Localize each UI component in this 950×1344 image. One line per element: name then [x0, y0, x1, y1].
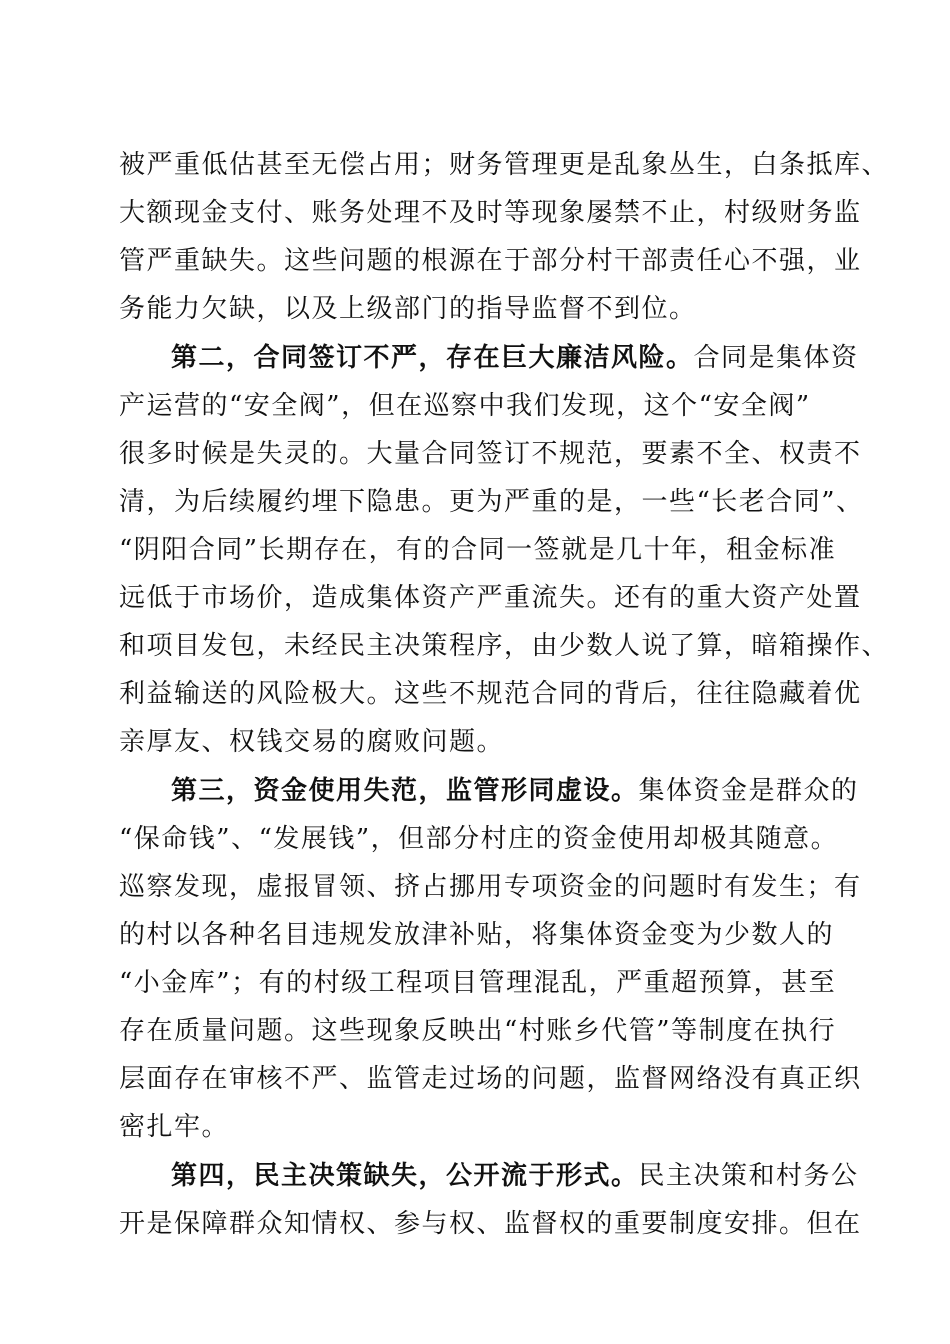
section-heading-4: 第四，民主决策缺失，公开流于形式。	[171, 1161, 639, 1191]
text-line: “阴阳合同”长期存在，有的合同一签就是几十年，租金标准	[119, 535, 837, 565]
text-run: 集体资金是群众的	[638, 776, 859, 806]
text-line: 产运营的“安全阀”，但在巡察中我们发现，这个“安全阀”	[119, 391, 811, 421]
text-run: 合同是集体资	[693, 343, 859, 373]
text-line: 和项目发包，未经民主决策程序，由少数人说了算，暗箱操作、	[119, 631, 890, 661]
text-line: 利益输送的风险极大。这些不规范合同的背后，往往隐藏着优	[119, 679, 862, 709]
text-line: 密扎牢。	[119, 1112, 230, 1142]
text-line: 务能力欠缺，以及上级部门的指导监督不到位。	[119, 294, 697, 324]
section-heading-3: 第三，资金使用失范，监管形同虚设。	[171, 776, 639, 806]
paragraph-first-line	[171, 343, 859, 373]
text-line: “保命钱”、“发展钱”，但部分村庄的资金使用却极其随意。	[119, 824, 839, 854]
text-line: 巡察发现，虚报冒领、挤占挪用专项资金的问题时有发生；有	[119, 872, 862, 902]
text-line: 管严重缺失。这些问题的根源在于部分村干部责任心不强，业	[119, 246, 862, 276]
text-line: “小金库”；有的村级工程项目管理混乱，严重超预算，甚至	[119, 968, 837, 998]
text-line: 的村以各种名目违规发放津补贴，将集体资金变为少数人的	[119, 920, 835, 950]
text-run: 民主决策和村务公	[638, 1161, 859, 1191]
text-line: 开是保障群众知情权、参与权、监督权的重要制度安排。但在	[119, 1209, 862, 1239]
text-line: 远低于市场价，造成集体资产严重流失。还有的重大资产处置	[119, 583, 862, 613]
text-line: 很多时候是失灵的。大量合同签订不规范，要素不全、权责不	[119, 439, 862, 469]
text-line: 亲厚友、权钱交易的腐败问题。	[119, 727, 505, 757]
text-line: 被严重低估甚至无偿占用；财务管理更是乱象丛生，白条抵库、	[119, 150, 890, 180]
text-line: 层面存在审核不严、监管走过场的问题，监督网络没有真正织	[119, 1064, 862, 1094]
paragraph-first-line	[171, 1161, 859, 1191]
text-line: 存在质量问题。这些现象反映出“村账乡代管”等制度在执行	[119, 1016, 837, 1046]
paragraph-first-line	[171, 776, 859, 806]
section-heading-2: 第二，合同签订不严，存在巨大廉洁风险。	[171, 343, 694, 373]
text-line: 大额现金支付、账务处理不及时等现象屡禁不止，村级财务监	[119, 198, 862, 228]
text-line: 清，为后续履约埋下隐患。更为严重的是，一些“长老合同”、	[119, 487, 864, 517]
